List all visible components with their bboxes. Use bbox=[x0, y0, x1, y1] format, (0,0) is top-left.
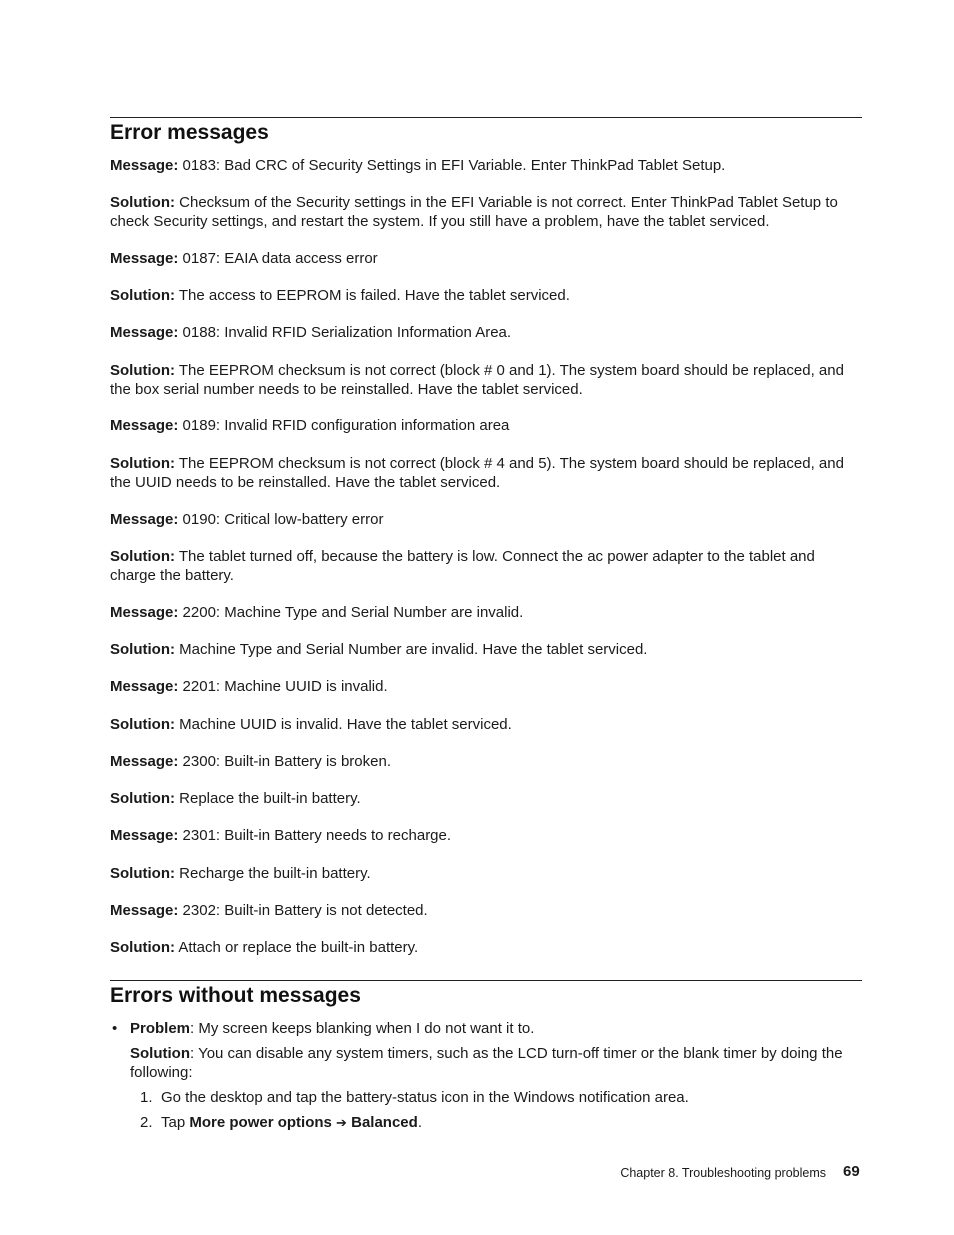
page-number: 69 bbox=[843, 1163, 860, 1180]
solution-2200: Solution: Machine Type and Serial Number are invalid. Have the tablet serviced. bbox=[110, 641, 648, 658]
balanced-label: Balanced bbox=[351, 1114, 418, 1131]
solution-2301: Solution: Recharge the built-in battery. bbox=[110, 865, 371, 882]
solution-0187: Solution: The access to EEPROM is failed. Have the tablet serviced. bbox=[110, 287, 570, 304]
solution-0189: Solution: The EEPROM checksum is not correct (block # 4 and 5). The system board should be replaced, and the UUID needs to be reinstalled. Have the tablet serviced. bbox=[110, 455, 844, 491]
problem-solution-text: Solution: You can disable any system timers, such as the LCD turn-off timer or the blank timer by doing the following: bbox=[130, 1045, 843, 1081]
message-2201: Message: 2201: Machine UUID is invalid. bbox=[110, 678, 388, 695]
section-title-errors-without-messages: Errors without messages bbox=[110, 984, 361, 1007]
bullet-marker: • bbox=[112, 1020, 118, 1037]
solution-0188: Solution: The EEPROM checksum is not correct (block # 0 and 1). The system board should be replaced, and the box serial number needs to be reinstalled. Have the tablet serviced. bbox=[110, 362, 844, 398]
solution-2201: Solution: Machine UUID is invalid. Have the tablet serviced. bbox=[110, 716, 512, 733]
step-2-text: Tap More power options ➔ Balanced. bbox=[161, 1114, 422, 1131]
solution-2300: Solution: Replace the built-in battery. bbox=[110, 790, 361, 807]
message-0187: Message: 0187: EAIA data access error bbox=[110, 250, 378, 267]
step-number-2: 2. bbox=[140, 1114, 153, 1131]
problem-text: Problem: My screen keeps blanking when I do not want it to. bbox=[130, 1020, 535, 1037]
message-0188: Message: 0188: Invalid RFID Serialization Information Area. bbox=[110, 324, 512, 341]
section-rule-bottom bbox=[110, 980, 862, 981]
message-0190: Message: 0190: Critical low-battery error bbox=[110, 511, 384, 528]
message-2302: Message: 2302: Built-in Battery is not detected. bbox=[110, 902, 428, 919]
message-2301: Message: 2301: Built-in Battery needs to recharge. bbox=[110, 827, 452, 844]
step-1-text: Go the desktop and tap the battery-status icon in the Windows notification area. bbox=[161, 1089, 689, 1106]
footer-chapter: Chapter 8. Troubleshooting problems bbox=[620, 1166, 826, 1180]
solution-0183: Solution: Checksum of the Security settings in the EFI Variable is not correct. Enter ThinkPad Tablet Setup to check Security settings, and restart the system. If you still have a problem, have the tablet serviced. bbox=[110, 194, 838, 230]
section-title-error-messages: Error messages bbox=[110, 121, 269, 144]
message-0189: Message: 0189: Invalid RFID configuration information area bbox=[110, 417, 510, 434]
step-number-1: 1. bbox=[140, 1089, 153, 1106]
solution-0190: Solution: The tablet turned off, because the battery is low. Connect the ac power adapter to the tablet and charge the battery. bbox=[110, 548, 815, 584]
message-0183: Message: 0183: Bad CRC of Security Settings in EFI Variable. Enter ThinkPad Tablet Setup. bbox=[110, 157, 726, 174]
arrow-icon: ➔ bbox=[336, 1115, 347, 1130]
more-power-options-label: More power options bbox=[189, 1114, 332, 1131]
solution-2302: Solution: Attach or replace the built-in battery. bbox=[110, 939, 419, 956]
message-2300: Message: 2300: Built-in Battery is broken. bbox=[110, 753, 391, 770]
section-rule-top bbox=[110, 117, 862, 118]
message-2200: Message: 2200: Machine Type and Serial Number are invalid. bbox=[110, 604, 524, 621]
